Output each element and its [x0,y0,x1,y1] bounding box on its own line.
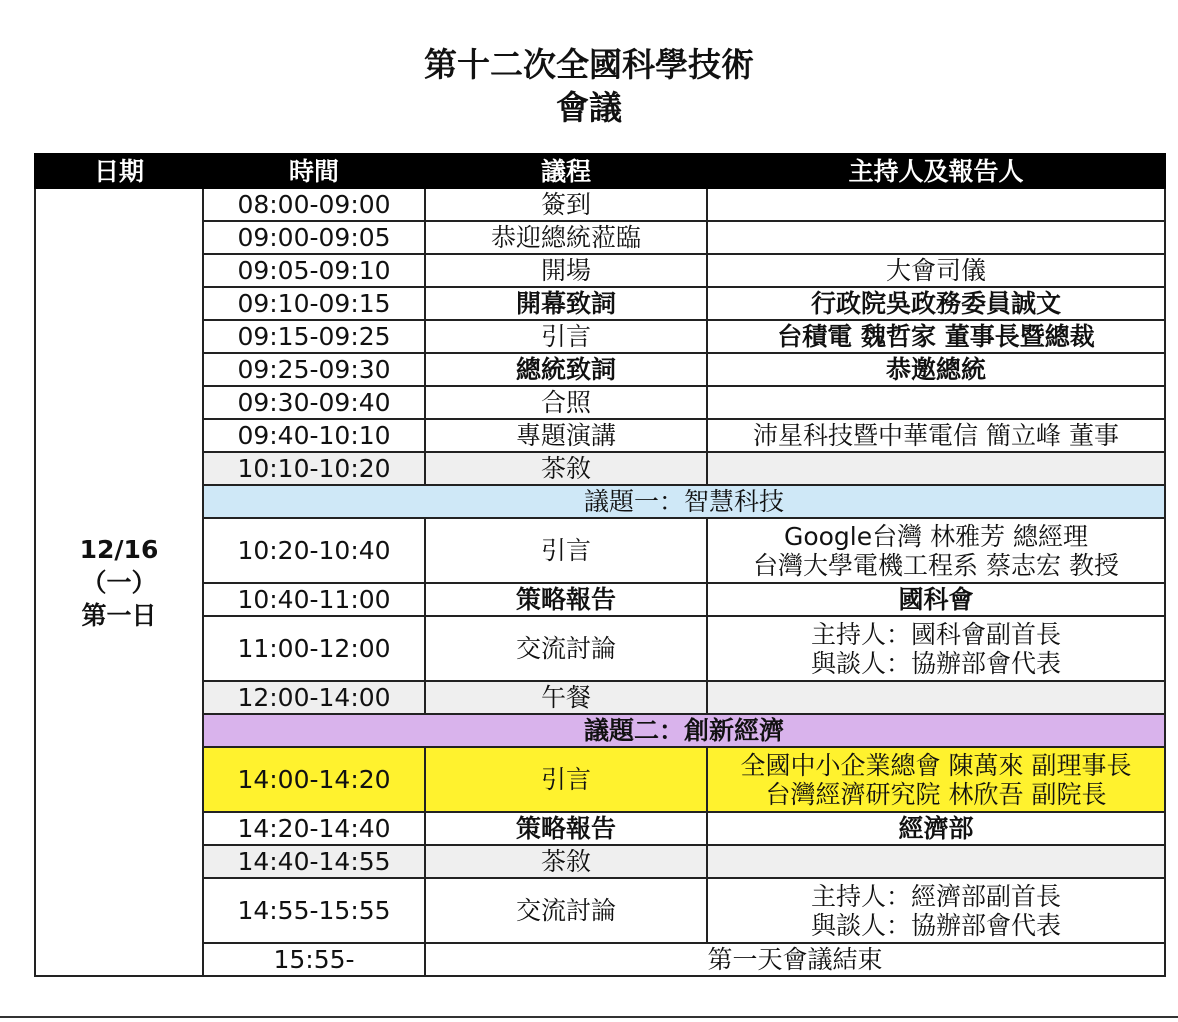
time-cell: 14:55-15:55 [203,878,425,943]
agenda-cell: 開場 [425,254,707,287]
time-cell: 12:00-14:00 [203,681,425,714]
section-title: 議題一：智慧科技 [203,485,1165,518]
agenda-cell: 茶敘 [425,452,707,485]
host-cell [707,878,1165,943]
host-cell [707,616,1165,681]
time-cell: 11:00-12:00 [203,616,425,681]
time-cell: 09:05-09:10 [203,254,425,287]
table-row [35,518,1165,583]
column-header-time: 時間 [203,154,425,188]
time-cell: 14:40-14:55 [203,845,425,878]
section-row-innovation-economy [35,714,1165,747]
table-row [35,419,1165,452]
section-row-smart-tech [35,485,1165,518]
time-cell: 10:40-11:00 [203,583,425,616]
time-cell: 09:30-09:40 [203,386,425,419]
host-cell [707,518,1165,583]
table-header-row [35,154,1165,188]
column-header-host: 主持人及報告人 [707,154,1165,188]
column-header-date: 日期 [35,154,203,188]
column-header-agenda: 議程 [425,154,707,188]
table-row [35,320,1165,353]
host-cell [707,221,1165,254]
host-cell: 沛星科技暨中華電信 簡立峰 董事 [707,419,1165,452]
table-row [35,287,1165,320]
time-cell: 09:10-09:15 [203,287,425,320]
agenda-cell: 引言 [425,747,707,812]
page-title-line2: 會議 [556,88,622,127]
time-cell: 08:00-09:00 [203,188,425,221]
table-row [35,583,1165,616]
table-row [35,878,1165,943]
host-line: 台灣大學電機工程系 蔡志宏 教授 [753,550,1119,580]
host-line: 與談人：協辦部會代表 [810,910,1061,940]
host-line: 主持人：國科會副首長 [810,619,1061,649]
bottom-divider [0,1016,1178,1018]
agenda-cell: 策略報告 [425,583,707,616]
agenda-cell: 午餐 [425,681,707,714]
host-cell [707,747,1165,812]
table-row [35,616,1165,681]
host-cell: 台積電 魏哲家 董事長暨總裁 [707,320,1165,353]
table-row [35,221,1165,254]
agenda-cell: 恭迎總統蒞臨 [425,221,707,254]
date-value: 12/16 [79,534,159,564]
page-title: 第十二次全國科學技術 [424,45,754,84]
time-cell: 09:15-09:25 [203,320,425,353]
table-row [35,452,1165,485]
time-cell: 14:00-14:20 [203,747,425,812]
agenda-cell: 總統致詞 [425,353,707,386]
agenda-cell: 交流討論 [425,878,707,943]
host-cell: 經濟部 [707,812,1165,845]
table-row [35,812,1165,845]
host-cell [707,452,1165,485]
weekday: （一） [81,567,157,597]
date-cell [35,188,203,976]
host-line: 主持人：經濟部副首長 [810,881,1061,911]
host-line: 台灣經濟研究院 林欣吾 副院長 [765,779,1107,809]
table-row [35,386,1165,419]
agenda-cell: 引言 [425,320,707,353]
host-cell [707,386,1165,419]
agenda-cell: 合照 [425,386,707,419]
table-row-closing [35,943,1165,976]
agenda-cell: 引言 [425,518,707,583]
agenda-cell: 開幕致詞 [425,287,707,320]
host-line: Google台灣 林雅芳 總經理 [783,521,1089,551]
host-cell: 恭邀總統 [707,353,1165,386]
time-cell: 09:25-09:30 [203,353,425,386]
section-title: 議題二：創新經濟 [203,714,1165,747]
host-cell: 大會司儀 [707,254,1165,287]
host-cell: 行政院吳政務委員誠文 [707,287,1165,320]
time-cell: 10:10-10:20 [203,452,425,485]
closing-label: 第一天會議結束 [425,943,1165,976]
table-row [35,353,1165,386]
table-row [35,845,1165,878]
host-line: 全國中小企業總會 陳萬來 副理事長 [740,750,1132,780]
time-cell: 15:55- [203,943,425,976]
table-row [35,747,1165,812]
agenda-table [34,153,1166,977]
agenda-cell: 茶敘 [425,845,707,878]
time-cell: 09:00-09:05 [203,221,425,254]
time-cell: 10:20-10:40 [203,518,425,583]
agenda-cell: 交流討論 [425,616,707,681]
host-cell [707,188,1165,221]
host-cell [707,845,1165,878]
host-cell [707,681,1165,714]
agenda-cell: 簽到 [425,188,707,221]
host-cell: 國科會 [707,583,1165,616]
agenda-cell: 策略報告 [425,812,707,845]
agenda-cell: 專題演講 [425,419,707,452]
table-row [35,681,1165,714]
time-cell: 09:40-10:10 [203,419,425,452]
host-line: 與談人：協辦部會代表 [810,648,1061,678]
day-label: 第一日 [81,600,157,630]
table-row [35,188,1165,221]
table-row [35,254,1165,287]
time-cell: 14:20-14:40 [203,812,425,845]
